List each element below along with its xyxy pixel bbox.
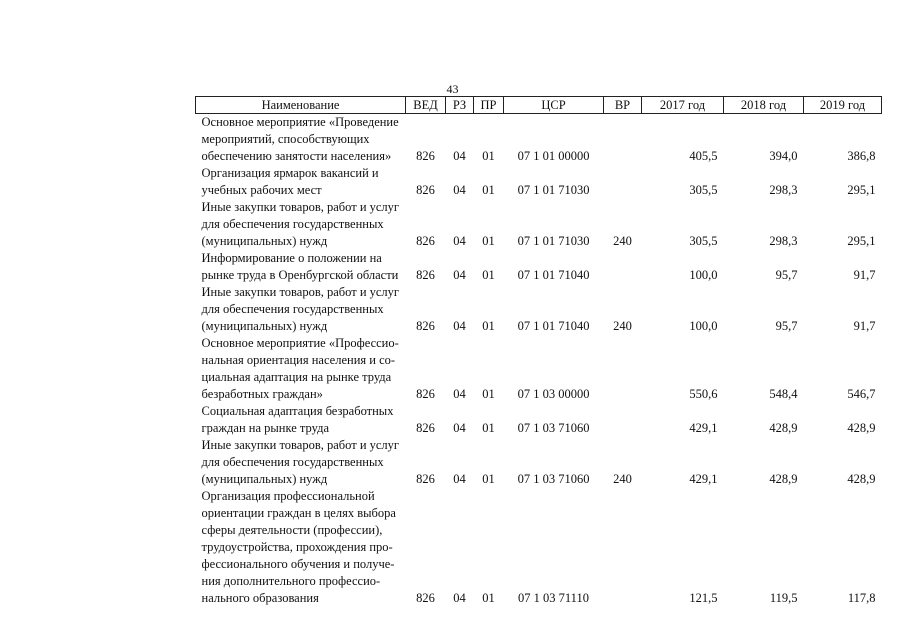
cell-name — [196, 165, 406, 199]
cell-ved: 826 — [416, 387, 435, 401]
cell-csr: 07 1 03 71060 — [517, 472, 590, 486]
cell-pr: 01 — [482, 234, 495, 248]
cell-2019: 91,7 — [853, 268, 876, 282]
cell-name-line: нального образования — [201, 591, 319, 605]
cell-name — [196, 403, 406, 437]
cell-2018: 298,3 — [769, 183, 798, 197]
cell-vr — [604, 335, 642, 403]
cell-name-line: учебных рабочих мест — [201, 183, 322, 197]
cell-rz: 04 — [453, 183, 466, 197]
cell-2018: 95,7 — [775, 268, 798, 282]
cell-pr: 01 — [482, 591, 495, 605]
cell-ved: 826 — [416, 591, 435, 605]
cell-name-line: (муниципальных) нужд — [201, 319, 328, 333]
cell-2019: 91,7 — [853, 319, 876, 333]
cell-vr — [604, 403, 642, 437]
cell-pr: 01 — [482, 183, 495, 197]
cell-pr: 01 — [482, 472, 495, 486]
cell-name — [196, 250, 406, 284]
cell-2018: 119,5 — [769, 591, 798, 605]
table-row — [196, 335, 882, 403]
cell-name-line: циальная адаптация на рынке труда — [201, 370, 392, 384]
cell-name-line: мероприятий, способствующих — [201, 132, 370, 146]
cell-name-line: (муниципальных) нужд — [201, 472, 328, 486]
cell-rz: 04 — [453, 149, 466, 163]
cell-name-line: Иные закупки товаров, работ и услуг — [201, 285, 400, 299]
cell-name-line: (муниципальных) нужд — [201, 234, 328, 248]
cell-2018: 548,4 — [769, 387, 798, 401]
page-number: 43 — [446, 82, 459, 96]
cell-name-line: фессионального обучения и получе- — [201, 557, 395, 571]
table-row — [196, 114, 882, 166]
cell-vr — [604, 114, 642, 166]
cell-ved: 826 — [416, 319, 435, 333]
cell-vr: 240 — [613, 472, 632, 486]
cell-2019: 295,1 — [847, 183, 876, 197]
cell-rz: 04 — [453, 472, 466, 486]
header-pr: ПР — [474, 97, 504, 114]
cell-name-line: безработных граждан» — [201, 387, 323, 401]
cell-name-line: Организация ярмарок вакансий и — [201, 166, 379, 180]
header-2017: 2017 год — [642, 97, 724, 114]
cell-ved: 826 — [416, 234, 435, 248]
cell-ved: 826 — [416, 421, 435, 435]
cell-csr: 07 1 01 71040 — [517, 268, 590, 282]
header-csr: ЦСР — [504, 97, 604, 114]
table-row — [196, 403, 882, 437]
cell-name-line: Иные закупки товаров, работ и услуг — [201, 200, 400, 214]
table-header-row — [196, 97, 882, 114]
cell-2019: 546,7 — [847, 387, 876, 401]
cell-csr: 07 1 01 71040 — [517, 319, 590, 333]
header-vr: ВР — [604, 97, 642, 114]
cell-2017: 550,6 — [689, 387, 718, 401]
cell-vr: 240 — [613, 319, 632, 333]
cell-2019: 295,1 — [847, 234, 876, 248]
cell-name-line: для обеспечения государственных — [201, 217, 384, 231]
cell-2018: 298,3 — [769, 234, 798, 248]
cell-rz: 04 — [453, 234, 466, 248]
cell-name — [196, 335, 406, 403]
cell-name — [196, 284, 406, 335]
cell-ved: 826 — [416, 268, 435, 282]
cell-name-line: Основное мероприятие «Проведение — [201, 115, 399, 129]
cell-ved: 826 — [416, 149, 435, 163]
cell-pr: 01 — [482, 387, 495, 401]
header-2018: 2018 год — [724, 97, 804, 114]
cell-2017: 405,5 — [689, 149, 718, 163]
cell-2017: 305,5 — [689, 234, 718, 248]
header-rz: РЗ — [446, 97, 474, 114]
cell-ved: 826 — [416, 183, 435, 197]
cell-name — [196, 488, 406, 607]
cell-name-line: ния дополнительного профессио- — [201, 574, 381, 588]
cell-pr: 01 — [482, 421, 495, 435]
cell-name-line: нальная ориентация населения и со- — [201, 353, 396, 367]
cell-rz: 04 — [453, 319, 466, 333]
table-row — [196, 488, 882, 607]
cell-csr: 07 1 03 00000 — [517, 387, 590, 401]
cell-name-line: Информирование о положении на — [201, 251, 382, 265]
cell-2018: 428,9 — [769, 421, 798, 435]
table-row — [196, 165, 882, 199]
table-row — [196, 250, 882, 284]
cell-name-line: для обеспечения государственных — [201, 302, 384, 316]
cell-2017: 100,0 — [689, 319, 718, 333]
cell-pr: 01 — [482, 268, 495, 282]
cell-csr: 07 1 01 71030 — [517, 234, 590, 248]
cell-name — [196, 437, 406, 488]
cell-2019: 428,9 — [847, 421, 876, 435]
header-ved: ВЕД — [406, 97, 446, 114]
cell-name — [196, 199, 406, 250]
table-body — [196, 114, 882, 608]
table-row — [196, 437, 882, 488]
table-row — [196, 284, 882, 335]
cell-name — [196, 114, 406, 166]
cell-csr: 07 1 03 71060 — [517, 421, 590, 435]
cell-rz: 04 — [453, 268, 466, 282]
cell-rz: 04 — [453, 387, 466, 401]
cell-rz: 04 — [453, 421, 466, 435]
cell-2018: 95,7 — [775, 319, 798, 333]
cell-vr — [604, 165, 642, 199]
cell-2019: 386,8 — [847, 149, 876, 163]
cell-csr: 07 1 01 71030 — [517, 183, 590, 197]
cell-csr: 07 1 03 71110 — [518, 591, 589, 605]
cell-2017: 429,1 — [689, 472, 718, 486]
cell-name-line: рынке труда в Оренбургской области — [201, 268, 399, 282]
cell-vr: 240 — [613, 234, 632, 248]
cell-name-line: Социальная адаптация безработных — [201, 404, 394, 418]
cell-2017: 429,1 — [689, 421, 718, 435]
cell-2019: 117,8 — [847, 591, 876, 605]
cell-name-line: обеспечению занятости населения» — [201, 149, 392, 163]
header-name: Наименование — [196, 97, 406, 114]
cell-name-line: Иные закупки товаров, работ и услуг — [201, 438, 400, 452]
cell-name-line: Организация профессиональной — [201, 489, 375, 503]
cell-name-line: Основное мероприятие «Профессио- — [201, 336, 399, 350]
cell-2017: 305,5 — [689, 183, 718, 197]
cell-name-line: граждан на рынке труда — [201, 421, 329, 435]
cell-pr: 01 — [482, 149, 495, 163]
cell-name-line: ориентации граждан в целях выбора — [201, 506, 396, 520]
cell-vr — [604, 250, 642, 284]
cell-rz: 04 — [453, 591, 466, 605]
cell-name-line: для обеспечения государственных — [201, 455, 384, 469]
cell-csr: 07 1 01 00000 — [517, 149, 590, 163]
cell-2018: 428,9 — [769, 472, 798, 486]
cell-2019: 428,9 — [847, 472, 876, 486]
cell-2018: 394,0 — [769, 149, 798, 163]
table-row — [196, 199, 882, 250]
cell-ved: 826 — [416, 472, 435, 486]
budget-table — [195, 96, 882, 607]
cell-name-line: трудоустройства, прохождения про- — [201, 540, 393, 554]
cell-vr — [604, 488, 642, 607]
cell-pr: 01 — [482, 319, 495, 333]
cell-2017: 100,0 — [689, 268, 718, 282]
header-2019: 2019 год — [804, 97, 882, 114]
cell-2017: 121,5 — [689, 591, 718, 605]
cell-name-line: сферы деятельности (профессии), — [201, 523, 383, 537]
